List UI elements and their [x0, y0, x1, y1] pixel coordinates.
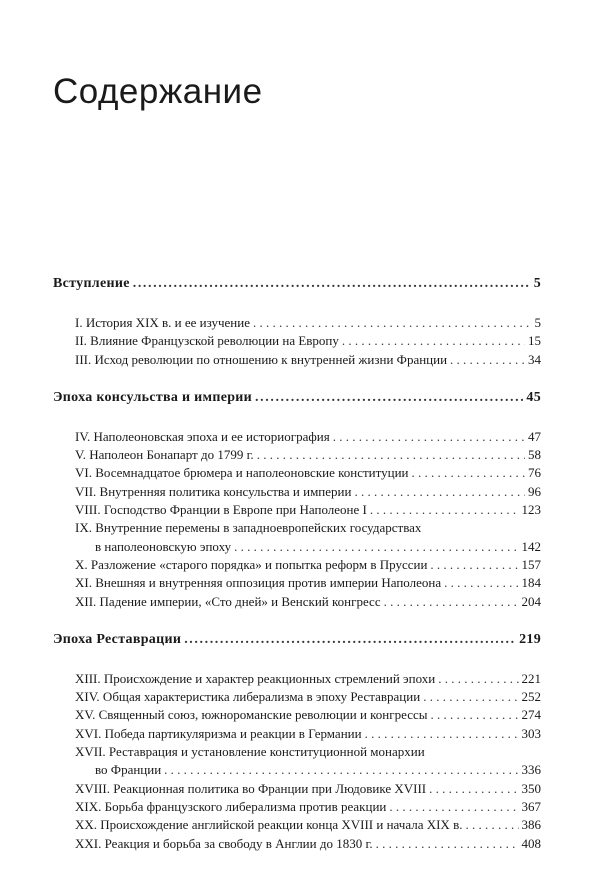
entry-title: VI. Восемнадцатое брюмера и наполеоновские конституции [75, 465, 409, 481]
toc-section-introduction [53, 274, 541, 369]
toc-section-restoration [53, 630, 541, 853]
entry-page-number: 336 [521, 762, 541, 778]
dot-leader [465, 816, 518, 834]
entry-title: IV. Наполеоновская эпоха и ее историография [75, 428, 330, 444]
entry-page-number: 386 [521, 817, 541, 833]
entry-page-number: 34 [528, 351, 541, 367]
entry-page-number: 221 [521, 670, 541, 686]
dot-leader [257, 446, 525, 464]
section-page-number: 45 [526, 389, 541, 405]
toc-entry[interactable] [75, 593, 541, 611]
entry-title: XVII. Реставрация и установление конституционной монархии [75, 744, 425, 760]
toc-entry[interactable] [75, 483, 541, 501]
entry-page-number: 15 [528, 333, 541, 349]
section-heading[interactable] [53, 274, 541, 294]
section-page-number: 219 [519, 631, 541, 647]
entry-title: VII. Внутренняя политика консульства и империи [75, 483, 352, 499]
toc-entry[interactable] [75, 816, 541, 834]
page-title: Содержание [53, 72, 263, 111]
dot-leader [389, 798, 518, 816]
entry-title: XIII. Происхождение и характер реакционных стремлений эпохи [75, 670, 436, 686]
toc-entry[interactable] [75, 688, 541, 706]
toc-entry[interactable] [75, 519, 541, 556]
entry-page-number: 252 [521, 689, 541, 705]
entry-title: I. История XIX в. и ее изучение [75, 315, 250, 330]
entry-title: XIV. Общая характеристика либерализма в эпоху Реставрации [75, 689, 421, 705]
entry-page-number: 408 [521, 835, 541, 851]
entry-page-number: 350 [521, 780, 541, 796]
dot-leader [253, 314, 532, 332]
entry-page-number: 58 [528, 447, 541, 463]
section-title: Эпоха консульства и империи [53, 389, 253, 405]
entry-title: V. Наполеон Бонапарт до 1799 г. [75, 447, 254, 463]
entry-title: XVIII. Реакционная политика во Франции при Людовике XVIII [75, 780, 427, 796]
dot-leader [333, 428, 525, 446]
entry-page-number: 96 [528, 483, 541, 499]
entry-title: VIII. Господство Франции в Европе при Наполеоне I [75, 502, 367, 518]
dot-leader [438, 670, 518, 688]
section-heading[interactable] [53, 630, 541, 650]
entry-title: X. Разложение «старого порядка» и попытка реформ в Пруссии [75, 556, 428, 572]
entry-title: XIX. Борьба французского либерализма против реакции [75, 798, 387, 814]
dot-leader [354, 483, 525, 501]
entry-title: XX. Происхождение английской реакции конца XVIII и начала XIX в. [75, 817, 463, 833]
entry-title: III. Исход революции по отношению к внутренней жизни Франции [75, 351, 448, 367]
toc-entry[interactable] [75, 798, 541, 816]
entry-page-number: 303 [521, 725, 541, 741]
dot-leader [423, 688, 518, 706]
section-entries [53, 314, 541, 369]
toc-section-consulate-empire [53, 388, 541, 611]
section-entries [53, 428, 541, 611]
entry-title: XV. Священный союз, южнороманские революции и конгрессы [75, 707, 428, 723]
dot-leader [384, 593, 519, 611]
entry-title-continuation: во Франции [95, 762, 162, 778]
toc-entry[interactable] [75, 835, 541, 853]
toc-entry[interactable] [75, 464, 541, 482]
section-page-number: 5 [533, 276, 541, 291]
entry-page-number: 274 [521, 707, 541, 723]
dot-leader [370, 501, 519, 519]
toc-entry[interactable] [75, 501, 541, 519]
entry-page-number: 142 [521, 538, 541, 554]
entry-page-number: 184 [521, 575, 541, 591]
dot-leader [365, 725, 519, 743]
entry-page-number: 76 [528, 465, 541, 481]
entry-title: XI. Внешняя и внутренняя оппозиция против империи Наполеона [75, 575, 442, 591]
toc-entry[interactable] [75, 314, 541, 332]
dot-leader [444, 574, 518, 592]
dot-leader [412, 464, 525, 482]
dot-leader [450, 351, 525, 369]
entry-page-number: 367 [521, 798, 541, 814]
dot-leader [255, 388, 523, 408]
section-heading[interactable] [53, 388, 541, 408]
toc-entry[interactable] [75, 556, 541, 574]
dot-leader [376, 835, 519, 853]
dot-leader [164, 761, 518, 779]
dot-leader [342, 332, 525, 350]
toc-entry[interactable] [75, 332, 541, 350]
section-title: Эпоха Реставрации [53, 631, 182, 647]
dot-leader [430, 556, 518, 574]
section-title: Вступление [53, 276, 130, 291]
dot-leader [430, 706, 518, 724]
entry-title: XXI. Реакция и борьба за свободу в Англии до 1830 г. [75, 835, 373, 851]
toc-entry[interactable] [75, 706, 541, 724]
toc-entry[interactable] [75, 743, 541, 780]
entry-title: XVI. Победа партикуляризма и реакции в Германии [75, 725, 362, 741]
toc-entry[interactable] [75, 780, 541, 798]
toc-entry[interactable] [75, 428, 541, 446]
dot-leader [133, 274, 531, 294]
dot-leader [429, 780, 518, 798]
toc-entry[interactable] [75, 351, 541, 369]
entry-page-number: 123 [521, 502, 541, 518]
entry-title: XII. Падение империи, «Сто дней» и Венский конгресс [75, 593, 381, 609]
toc-entry[interactable] [75, 670, 541, 688]
table-of-contents [53, 274, 541, 872]
dot-leader [234, 538, 518, 556]
entry-title-continuation: в наполеоновскую эпоху [95, 538, 232, 554]
entry-page-number: 204 [521, 593, 541, 609]
toc-entry[interactable] [75, 725, 541, 743]
entry-page-number: 5 [534, 315, 541, 330]
toc-entry[interactable] [75, 446, 541, 464]
dot-leader [184, 630, 516, 650]
section-entries [53, 670, 541, 853]
entry-page-number: 47 [528, 428, 541, 444]
entry-page-number: 157 [521, 556, 541, 572]
entry-title: IX. Внутренние перемены в западноевропейских государствах [75, 520, 422, 536]
entry-title: II. Влияние Французской революции на Европу [75, 333, 339, 349]
toc-entry[interactable] [75, 574, 541, 592]
